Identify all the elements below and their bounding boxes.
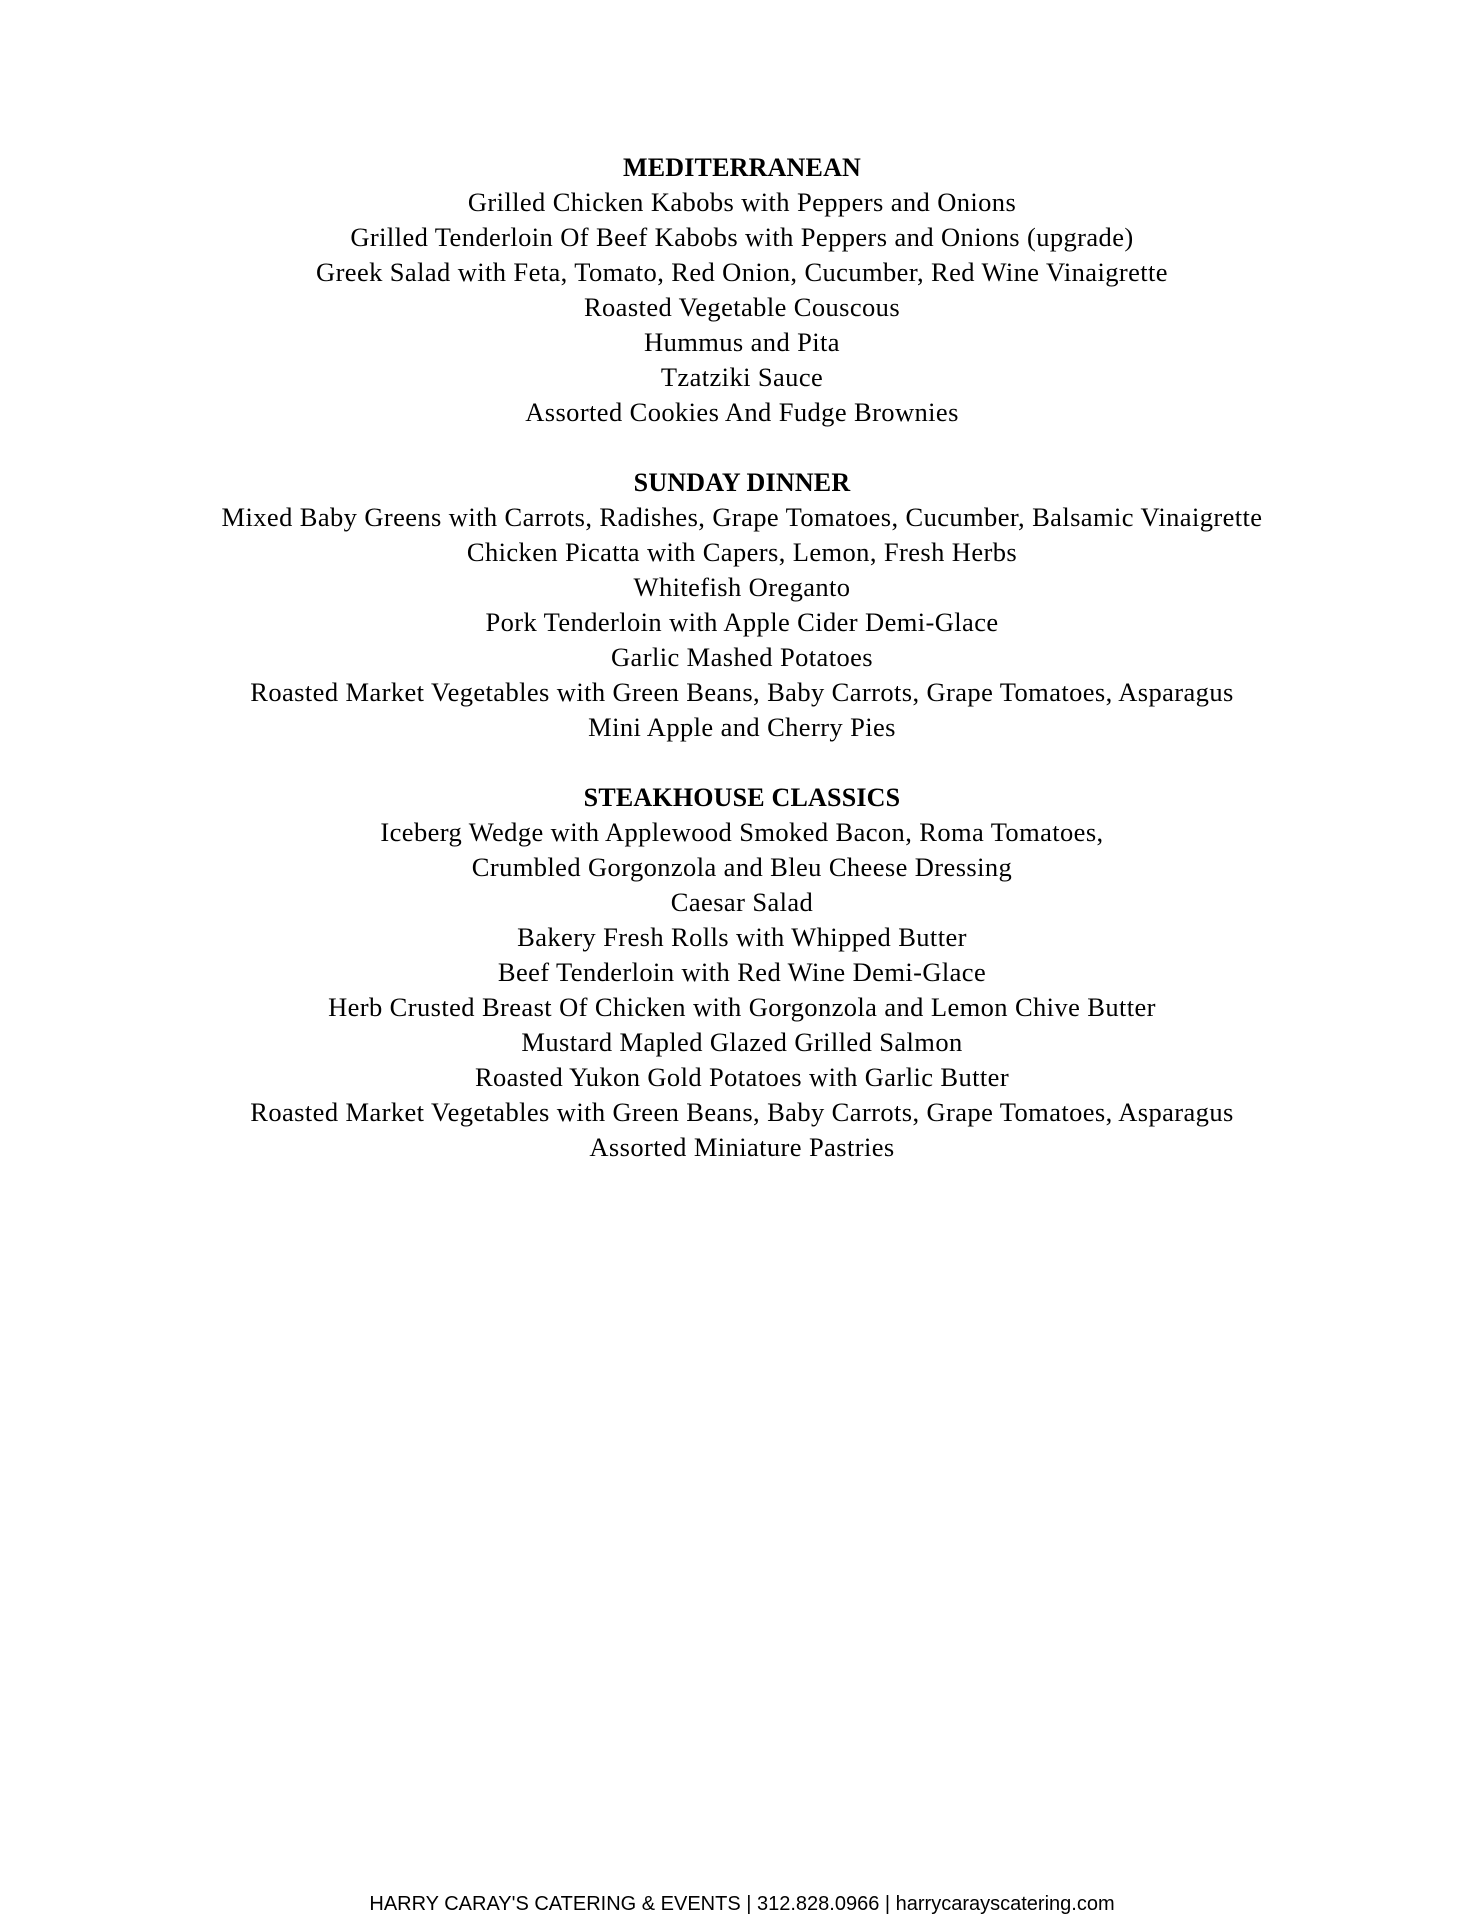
menu-item: Pork Tenderloin with Apple Cider Demi-Glace xyxy=(485,607,999,637)
menu-item-list xyxy=(0,185,1484,430)
menu-item: Grilled Tenderloin Of Beef Kabobs with Peppers and Onions (upgrade) xyxy=(350,222,1134,252)
menu-item: Mixed Baby Greens with Carrots, Radishes, Grape Tomatoes, Cucumber, Balsamic Vinaigrette xyxy=(221,502,1263,532)
menu-section-mediterranean xyxy=(0,150,1484,430)
section-title: SUNDAY DINNER xyxy=(633,468,851,497)
menu-item: Bakery Fresh Rolls with Whipped Butter xyxy=(517,922,967,952)
menu-item: Roasted Market Vegetables with Green Beans, Baby Carrots, Grape Tomatoes, Asparagus xyxy=(250,1097,1234,1127)
menu-item: Herb Crusted Breast Of Chicken with Gorgonzola and Lemon Chive Butter xyxy=(328,992,1156,1022)
menu-item: Tzatziki Sauce xyxy=(660,362,824,392)
menu-item: Caesar Salad xyxy=(670,887,814,917)
menu-item: Beef Tenderloin with Red Wine Demi-Glace xyxy=(497,957,987,987)
menu-item: Iceberg Wedge with Applewood Smoked Bacon, Roma Tomatoes, xyxy=(380,817,1104,847)
menu-item: Garlic Mashed Potatoes xyxy=(611,642,873,672)
section-title: MEDITERRANEAN xyxy=(622,153,862,182)
menu-item-list xyxy=(0,815,1484,1165)
menu-item: Roasted Market Vegetables with Green Beans, Baby Carrots, Grape Tomatoes, Asparagus xyxy=(250,677,1234,707)
menu-item: Mustard Mapled Glazed Grilled Salmon xyxy=(521,1027,963,1057)
footer-contact-line: HARRY CARAY'S CATERING & EVENTS | 312.828.0966 | harrycarayscatering.com xyxy=(369,1893,1115,1915)
menu-section-steakhouse-classics xyxy=(0,780,1484,1165)
menu-item: Greek Salad with Feta, Tomato, Red Onion, Cucumber, Red Wine Vinaigrette xyxy=(316,257,1168,287)
menu-item: Assorted Miniature Pastries xyxy=(589,1132,895,1162)
menu-item: Chicken Picatta with Capers, Lemon, Fresh Herbs xyxy=(466,537,1018,567)
menu-item: Grilled Chicken Kabobs with Peppers and Onions xyxy=(467,187,1017,217)
menu-item: Roasted Yukon Gold Potatoes with Garlic Butter xyxy=(474,1062,1010,1092)
menu-content xyxy=(0,150,1484,1200)
section-title: STEAKHOUSE CLASSICS xyxy=(583,783,901,812)
menu-item: Hummus and Pita xyxy=(644,327,840,357)
menu-item: Roasted Vegetable Couscous xyxy=(583,292,901,322)
menu-item-list xyxy=(0,500,1484,745)
menu-item: Crumbled Gorgonzola and Bleu Cheese Dressing xyxy=(471,852,1013,882)
menu-item: Mini Apple and Cherry Pies xyxy=(588,712,896,742)
menu-item: Assorted Cookies And Fudge Brownies xyxy=(525,397,959,427)
menu-section-sunday-dinner xyxy=(0,465,1484,745)
menu-item: Whitefish Oreganto xyxy=(633,572,851,602)
